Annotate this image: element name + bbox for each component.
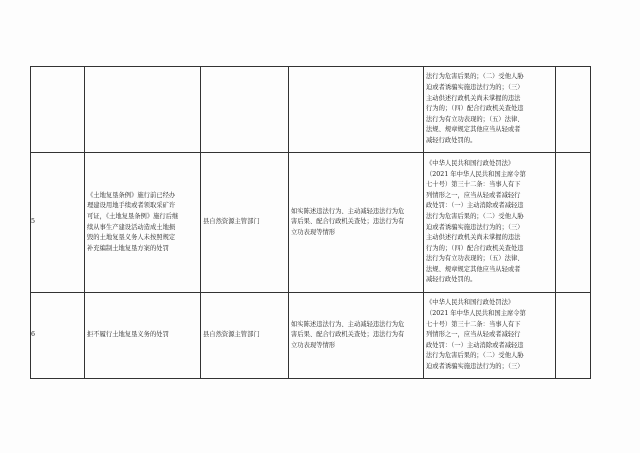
department-text: 县自然资源主管部门 bbox=[203, 331, 260, 339]
basis-line: 法行为危害后果的；（二）受他人胁 bbox=[426, 352, 524, 360]
item-text: 拒不履行土地复垦义务的处罚 bbox=[87, 331, 169, 339]
condition-cell bbox=[289, 153, 424, 293]
basis-line: 法行为有立功表现的；（五）法律、 bbox=[426, 255, 524, 263]
basis-line: 减轻行政处罚的。 bbox=[426, 276, 477, 284]
penalty-table bbox=[30, 66, 591, 379]
remarks-cell bbox=[556, 153, 591, 293]
department-cell bbox=[201, 67, 289, 153]
basis-line: 迫或者诱骗实施违法行为的；（三） bbox=[426, 362, 524, 370]
condition-line: 立功表现等情形 bbox=[291, 341, 336, 349]
basis-line: 列情形之一，应当从轻或者减轻行 bbox=[426, 331, 521, 339]
condition-line: 害后果、配合行政机关查处；违法行为有 bbox=[291, 218, 405, 226]
item-cell bbox=[85, 67, 201, 153]
basis-line: 迫或者诱骗实施违法行为的；（三） bbox=[426, 84, 524, 92]
remarks-cell bbox=[556, 293, 591, 379]
condition-line: 害后果、配合行政机关查处；违法行为有 bbox=[291, 331, 405, 339]
item-cell bbox=[85, 293, 201, 379]
row-number-cell bbox=[31, 293, 85, 379]
basis-line: 法行为危害后果的；（二）受他人胁 bbox=[426, 212, 524, 220]
table-row bbox=[31, 153, 591, 293]
item-line: 续从事生产建设活动造成土地损 bbox=[87, 223, 176, 231]
basis-line: 法规、规章规定其他应当从轻或者 bbox=[426, 265, 521, 273]
basis-line: 主动供述行政机关尚未掌握的违法 bbox=[426, 94, 521, 102]
basis-line: 《中华人民共和国行政处罚法》 bbox=[426, 299, 515, 307]
item-line: 毁的土地复垦义务人未按照规定 bbox=[87, 234, 176, 242]
item-line: 补充编制土地复垦方案的处罚 bbox=[87, 244, 169, 252]
condition-line: 如实陈述违法行为、主动减轻违法行为危 bbox=[291, 207, 405, 215]
basis-line: 行为的；（四）配合行政机关查处违 bbox=[426, 244, 524, 252]
basis-line: （2021 年中华人民共和国主席令第 bbox=[426, 170, 526, 178]
basis-line: 政处罚：（一）主动消除或者减轻违 bbox=[426, 341, 524, 349]
basis-line: 政处罚：（一）主动消除或者减轻违 bbox=[426, 202, 524, 210]
legal-basis-cell bbox=[424, 293, 556, 379]
department-cell bbox=[201, 153, 289, 293]
department-cell bbox=[201, 293, 289, 379]
remarks-cell bbox=[556, 67, 591, 153]
item-line: 可证，《土地复垦条例》施行后继 bbox=[87, 212, 179, 220]
basis-line: 迫或者诱骗实施违法行为的；（三） bbox=[426, 223, 524, 231]
basis-line: 七十号）第三十二条：当事人有下 bbox=[426, 181, 521, 189]
row-number: 6 bbox=[31, 331, 36, 339]
item-line: 理建设用地手续或者领取采矿许 bbox=[87, 202, 176, 210]
table-row bbox=[31, 67, 591, 153]
row-number-cell bbox=[31, 67, 85, 153]
basis-line: 列情形之一，应当从轻或者减轻行 bbox=[426, 191, 521, 199]
legal-basis-cell bbox=[424, 153, 556, 293]
basis-line: 七十号）第三十二条：当事人有下 bbox=[426, 320, 521, 328]
item-cell bbox=[85, 153, 201, 293]
condition-cell bbox=[289, 293, 424, 379]
basis-line: 减轻行政处罚的。 bbox=[426, 136, 477, 144]
row-number-cell bbox=[31, 153, 85, 293]
basis-line: 法行为有立功表现的；（五）法律、 bbox=[426, 115, 524, 123]
basis-line: 主动供述行政机关尚未掌握的违法 bbox=[426, 234, 521, 242]
basis-line: 行为的；（四）配合行政机关查处违 bbox=[426, 105, 524, 113]
basis-line: （2021 年中华人民共和国主席令第 bbox=[426, 310, 526, 318]
basis-line: 法规、规章规定其他应当从轻或者 bbox=[426, 126, 521, 134]
item-line: 《土地复垦条例》施行前已经办 bbox=[87, 191, 176, 199]
condition-cell bbox=[289, 67, 424, 153]
row-number: 5 bbox=[31, 218, 36, 226]
department-text: 县自然资源主管部门 bbox=[203, 218, 260, 226]
table-row bbox=[31, 293, 591, 379]
condition-line: 立功表现等情形 bbox=[291, 228, 336, 236]
basis-line: 《中华人民共和国行政处罚法》 bbox=[426, 159, 515, 167]
basis-line: 法行为危害后果的；（二）受他人胁 bbox=[426, 73, 524, 81]
condition-line: 如实陈述违法行为、主动减轻违法行为危 bbox=[291, 320, 405, 328]
legal-basis-cell bbox=[424, 67, 556, 153]
